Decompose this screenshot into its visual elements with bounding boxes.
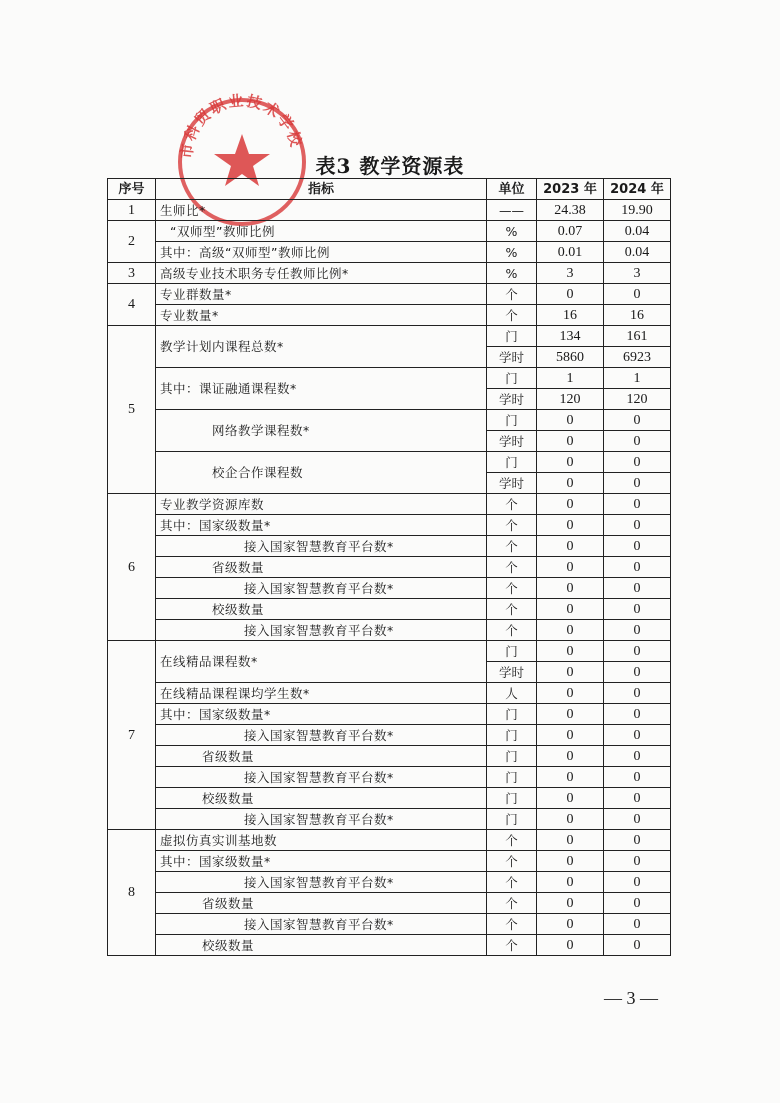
indicator-cell: 在线精品课程课均学生数* xyxy=(156,683,487,704)
value-2024-cell: 3 xyxy=(604,263,671,284)
unit-cell: 学时 xyxy=(487,473,537,494)
table-row xyxy=(108,242,671,263)
value-2024-cell: 0 xyxy=(604,284,671,305)
value-2023-cell: 5860 xyxy=(537,347,604,368)
unit-cell: 个 xyxy=(487,914,537,935)
header-2024: 2024 年 xyxy=(604,179,671,200)
unit-cell: 个 xyxy=(487,578,537,599)
indicator-cell: 省级数量 xyxy=(156,746,487,767)
value-2023-cell: 1 xyxy=(537,368,604,389)
unit-cell: 门 xyxy=(487,725,537,746)
indicator-cell: 接入国家智慧教育平台数* xyxy=(156,725,487,746)
value-2024-cell: 0 xyxy=(604,452,671,473)
unit-cell: 学时 xyxy=(487,389,537,410)
seal-text: 市科贸职业技术学校 xyxy=(177,92,306,160)
value-2024-cell: 0 xyxy=(604,809,671,830)
value-2024-cell: 0 xyxy=(604,830,671,851)
table-row xyxy=(108,914,671,935)
value-2024-cell: 19.90 xyxy=(604,200,671,221)
page-number: — 3 — xyxy=(604,988,658,1008)
seq-cell: 8 xyxy=(108,830,156,956)
value-2024-cell: 0 xyxy=(604,914,671,935)
value-2024-cell: 0 xyxy=(604,725,671,746)
indicator-cell: 其中：国家级数量* xyxy=(156,851,487,872)
unit-cell: 人 xyxy=(487,683,537,704)
table-row xyxy=(108,788,671,809)
seq-cell: 7 xyxy=(108,641,156,830)
table-row xyxy=(108,515,671,536)
value-2023-cell: 0 xyxy=(537,410,604,431)
value-2024-cell: 0 xyxy=(604,431,671,452)
indicator-cell: 专业教学资源库数 xyxy=(156,494,487,515)
indicator-cell: 接入国家智慧教育平台数* xyxy=(156,809,487,830)
seq-cell: 1 xyxy=(108,200,156,221)
unit-cell: 门 xyxy=(487,767,537,788)
unit-cell: 个 xyxy=(487,536,537,557)
value-2023-cell: 0 xyxy=(537,620,604,641)
table-row xyxy=(108,872,671,893)
indicator-cell: 高级专业技术职务专任教师比例* xyxy=(156,263,487,284)
value-2024-cell: 0.04 xyxy=(604,242,671,263)
unit-cell: % xyxy=(487,221,537,242)
unit-cell: 个 xyxy=(487,599,537,620)
unit-cell: 个 xyxy=(487,620,537,641)
header-unit: 单位 xyxy=(487,179,537,200)
indicator-cell: 接入国家智慧教育平台数* xyxy=(156,620,487,641)
indicator-cell: 接入国家智慧教育平台数* xyxy=(156,767,487,788)
table-row xyxy=(108,200,671,221)
value-2024-cell: 0 xyxy=(604,935,671,956)
table-row xyxy=(108,746,671,767)
value-2023-cell: 0 xyxy=(537,872,604,893)
indicator-cell: 接入国家智慧教育平台数* xyxy=(156,536,487,557)
value-2023-cell: 0 xyxy=(537,557,604,578)
resource-table xyxy=(107,178,671,956)
value-2024-cell: 0 xyxy=(604,893,671,914)
unit-cell: 门 xyxy=(487,452,537,473)
table-row xyxy=(108,767,671,788)
value-2024-cell: 0 xyxy=(604,620,671,641)
value-2023-cell: 0 xyxy=(537,452,604,473)
unit-cell: 门 xyxy=(487,326,537,347)
value-2024-cell: 161 xyxy=(604,326,671,347)
value-2023-cell: 0 xyxy=(537,284,604,305)
unit-cell: 门 xyxy=(487,809,537,830)
value-2023-cell: 134 xyxy=(537,326,604,347)
value-2024-cell: 0 xyxy=(604,515,671,536)
table-row xyxy=(108,809,671,830)
table-row xyxy=(108,410,671,431)
table-row xyxy=(108,557,671,578)
value-2023-cell: 0 xyxy=(537,767,604,788)
value-2024-cell: 0 xyxy=(604,557,671,578)
indicator-cell: 在线精品课程数* xyxy=(156,641,487,683)
value-2023-cell: 16 xyxy=(537,305,604,326)
table-row xyxy=(108,830,671,851)
indicator-cell: 省级数量 xyxy=(156,557,487,578)
value-2023-cell: 0 xyxy=(537,473,604,494)
table-row xyxy=(108,305,671,326)
indicator-cell: 生师比* xyxy=(156,200,487,221)
unit-cell: 个 xyxy=(487,494,537,515)
value-2023-cell: 0 xyxy=(537,683,604,704)
value-2024-cell: 0 xyxy=(604,536,671,557)
unit-cell: 学时 xyxy=(487,347,537,368)
value-2024-cell: 0 xyxy=(604,704,671,725)
indicator-cell: 校级数量 xyxy=(156,599,487,620)
indicator-cell: 专业群数量* xyxy=(156,284,487,305)
indicator-cell: 虚拟仿真实训基地数 xyxy=(156,830,487,851)
unit-cell: 门 xyxy=(487,746,537,767)
value-2024-cell: 6923 xyxy=(604,347,671,368)
table-row xyxy=(108,284,671,305)
indicator-cell: 校企合作课程数 xyxy=(156,452,487,494)
indicator-cell: 其中：国家级数量* xyxy=(156,704,487,725)
value-2024-cell: 0 xyxy=(604,473,671,494)
seq-cell: 2 xyxy=(108,221,156,263)
seq-cell: 4 xyxy=(108,284,156,326)
value-2024-cell: 0 xyxy=(604,662,671,683)
table-row xyxy=(108,368,671,389)
table-row xyxy=(108,641,671,662)
unit-cell: 个 xyxy=(487,830,537,851)
seq-cell: 6 xyxy=(108,494,156,641)
indicator-cell: 校级数量 xyxy=(156,935,487,956)
table-row xyxy=(108,935,671,956)
value-2024-cell: 0 xyxy=(604,767,671,788)
value-2023-cell: 3 xyxy=(537,263,604,284)
unit-cell: 个 xyxy=(487,284,537,305)
value-2024-cell: 0.04 xyxy=(604,221,671,242)
unit-cell: 个 xyxy=(487,851,537,872)
value-2024-cell: 0 xyxy=(604,851,671,872)
value-2024-cell: 0 xyxy=(604,746,671,767)
table-row xyxy=(108,620,671,641)
value-2024-cell: 0 xyxy=(604,410,671,431)
table-row xyxy=(108,893,671,914)
indicator-cell: 接入国家智慧教育平台数* xyxy=(156,914,487,935)
unit-cell: 学时 xyxy=(487,431,537,452)
value-2023-cell: 0 xyxy=(537,599,604,620)
unit-cell: 个 xyxy=(487,305,537,326)
table-row xyxy=(108,452,671,473)
value-2023-cell: 0 xyxy=(537,830,604,851)
unit-cell: % xyxy=(487,242,537,263)
value-2023-cell: 0 xyxy=(537,851,604,872)
unit-cell: 个 xyxy=(487,935,537,956)
unit-cell: % xyxy=(487,263,537,284)
unit-cell: —— xyxy=(487,200,537,221)
unit-cell: 门 xyxy=(487,641,537,662)
value-2023-cell: 0 xyxy=(537,788,604,809)
value-2024-cell: 0 xyxy=(604,578,671,599)
value-2023-cell: 0 xyxy=(537,431,604,452)
value-2024-cell: 16 xyxy=(604,305,671,326)
table-row xyxy=(108,683,671,704)
table-row xyxy=(108,221,671,242)
unit-cell: 个 xyxy=(487,872,537,893)
unit-cell: 个 xyxy=(487,557,537,578)
unit-cell: 门 xyxy=(487,368,537,389)
indicator-cell: 其中：课证融通课程数* xyxy=(156,368,487,410)
indicator-cell: 教学计划内课程总数* xyxy=(156,326,487,368)
table-row xyxy=(108,536,671,557)
table-row xyxy=(108,494,671,515)
value-2023-cell: 0 xyxy=(537,641,604,662)
table-row xyxy=(108,578,671,599)
value-2023-cell: 0 xyxy=(537,536,604,557)
unit-cell: 个 xyxy=(487,893,537,914)
table-row xyxy=(108,326,671,347)
value-2024-cell: 1 xyxy=(604,368,671,389)
value-2024-cell: 0 xyxy=(604,683,671,704)
table-row xyxy=(108,263,671,284)
value-2023-cell: 0 xyxy=(537,662,604,683)
value-2023-cell: 0 xyxy=(537,515,604,536)
value-2024-cell: 0 xyxy=(604,599,671,620)
value-2023-cell: 0 xyxy=(537,914,604,935)
table-row xyxy=(108,851,671,872)
indicator-cell: 其中：高级“双师型”教师比例 xyxy=(156,242,487,263)
value-2023-cell: 0 xyxy=(537,578,604,599)
indicator-cell: “双师型”教师比例 xyxy=(156,221,487,242)
value-2023-cell: 0 xyxy=(537,893,604,914)
indicator-cell: 网络教学课程数* xyxy=(156,410,487,452)
table-header-row xyxy=(108,179,671,200)
unit-cell: 门 xyxy=(487,788,537,809)
indicator-cell: 专业数量* xyxy=(156,305,487,326)
unit-cell: 门 xyxy=(487,704,537,725)
value-2023-cell: 24.38 xyxy=(537,200,604,221)
unit-cell: 个 xyxy=(487,515,537,536)
unit-cell: 门 xyxy=(487,410,537,431)
value-2024-cell: 0 xyxy=(604,641,671,662)
value-2023-cell: 0 xyxy=(537,809,604,830)
seq-cell: 5 xyxy=(108,326,156,494)
value-2023-cell: 0 xyxy=(537,725,604,746)
value-2024-cell: 0 xyxy=(604,872,671,893)
unit-cell: 学时 xyxy=(487,662,537,683)
indicator-cell: 接入国家智慧教育平台数* xyxy=(156,578,487,599)
value-2023-cell: 0.01 xyxy=(537,242,604,263)
value-2024-cell: 0 xyxy=(604,788,671,809)
header-indicator: 指标 xyxy=(156,179,487,200)
seq-cell: 3 xyxy=(108,263,156,284)
value-2023-cell: 0 xyxy=(537,935,604,956)
value-2023-cell: 120 xyxy=(537,389,604,410)
value-2024-cell: 120 xyxy=(604,389,671,410)
indicator-cell: 校级数量 xyxy=(156,788,487,809)
table-row xyxy=(108,599,671,620)
header-seq: 序号 xyxy=(108,179,156,200)
value-2023-cell: 0 xyxy=(537,746,604,767)
table-title: 表3 教学资源表 xyxy=(315,154,465,178)
value-2023-cell: 0.07 xyxy=(537,221,604,242)
value-2024-cell: 0 xyxy=(604,494,671,515)
header-2023: 2023 年 xyxy=(537,179,604,200)
table-row xyxy=(108,725,671,746)
value-2023-cell: 0 xyxy=(537,494,604,515)
indicator-cell: 省级数量 xyxy=(156,893,487,914)
value-2023-cell: 0 xyxy=(537,704,604,725)
indicator-cell: 其中：国家级数量* xyxy=(156,515,487,536)
table-row xyxy=(108,704,671,725)
indicator-cell: 接入国家智慧教育平台数* xyxy=(156,872,487,893)
